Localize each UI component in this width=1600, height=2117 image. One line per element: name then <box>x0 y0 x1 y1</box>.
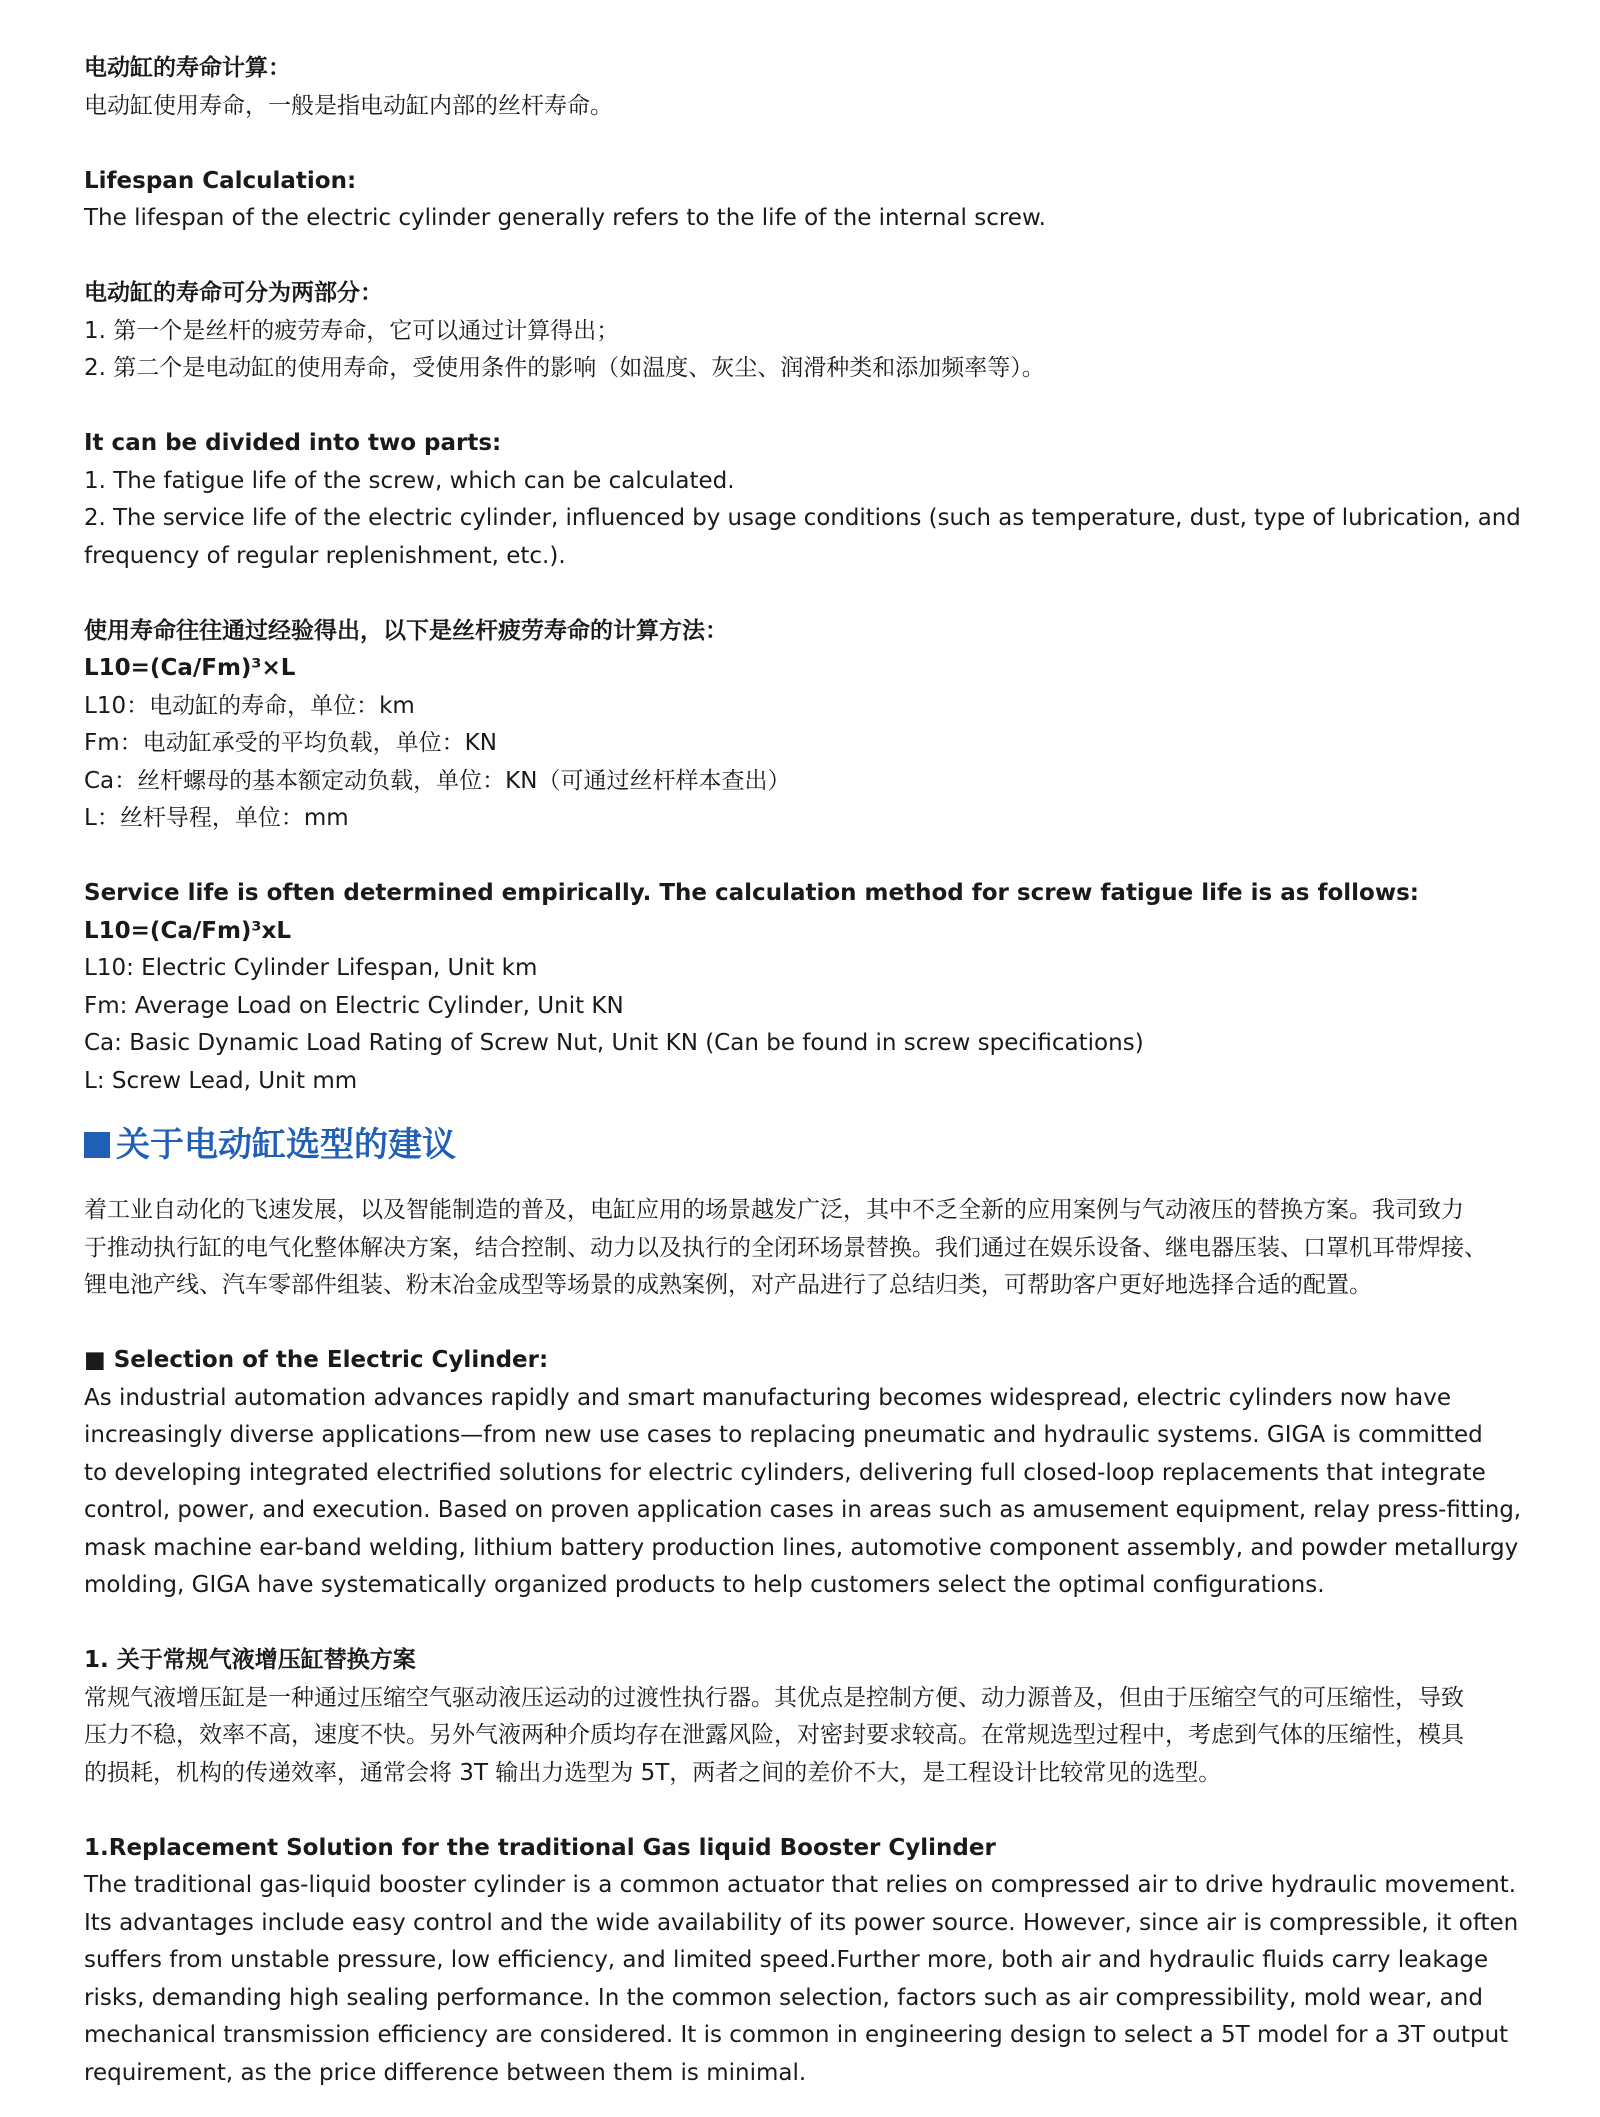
booster-para-en-3: suffers from unstable pressure, low efficiency, and limited speed.Further more, both air and hydraulic fluids carry leakage <box>84 1947 1489 1973</box>
two-parts-item-1-en: 1. The fatigue life of the screw, which can be calculated. <box>84 467 735 494</box>
selection-para-en-4: control, power, and execution. Based on proven application cases in areas such as amusement equipment, relay press-fitting, <box>84 1497 1522 1523</box>
booster-para-en-2: Its advantages include easy control and the wide availability of its power source. However, since air is compressible, it often <box>84 1909 1519 1936</box>
selection-para-en-1: As industrial automation advances rapidly and smart manufacturing becomes widespread, electric cylinders now have <box>84 1384 1451 1411</box>
l-def-zh: L：丝杆导程，单位：mm <box>84 805 349 831</box>
selection-para-en-6: molding, GIGA have systematically organized products to help customers select the optimal configurations. <box>84 1572 1325 1598</box>
selection-para-zh-1: 着工业自动化的飞速发展，以及智能制造的普及，电缸应用的场景越发广泛，其中不乏全新的应用案例与气动液压的替换方案。我司致力 <box>84 1197 1464 1223</box>
two-parts-item-1-zh: 1. 第一个是丝杆的疲劳寿命，它可以通过计算得出； <box>84 317 620 344</box>
l-def-en: L: Screw Lead, Unit mm <box>84 1067 358 1094</box>
booster-heading-en: 1.Replacement Solution for the traditional Gas liquid Booster Cylinder <box>84 1834 996 1861</box>
formula-zh: L10=(Ca/Fm)³×L <box>84 655 296 681</box>
fm-def-zh: Fm：电动缸承受的平均负载，单位：KN <box>84 730 497 756</box>
lifespan-heading-en: Lifespan Calculation: <box>84 167 357 194</box>
lifespan-text-en: The lifespan of the electric cylinder generally refers to the life of the internal screw. <box>84 205 1046 231</box>
booster-para-zh-2: 压力不稳，效率不高，速度不快。另外气液两种介质均存在泄露风险，对密封要求较高。在常规选型过程中，考虑到气体的压缩性，模具 <box>84 1722 1464 1748</box>
two-parts-heading-en: It can be divided into two parts: <box>84 430 502 456</box>
booster-para-en-4: risks, demanding high sealing performance. In the common selection, factors such as air compressibility, mold wear, and <box>84 1984 1483 2011</box>
lifespan-text-zh: 电动缸使用寿命，一般是指电动缸内部的丝杆寿命。 <box>84 92 613 119</box>
selection-para-en-5: mask machine ear-band welding, lithium battery production lines, automotive component assembly, and powder metallurgy <box>84 1534 1519 1561</box>
booster-para-zh-3: 的损耗，机构的传递效率，通常会将 3T 输出力选型为 5T，两者之间的差价不大，是工程设计比较常见的选型。 <box>84 1759 1222 1786</box>
lifespan-heading-zh: 电动缸的寿命计算： <box>84 55 291 81</box>
two-parts-item-2-en-a: 2. The service life of the electric cylinder, influenced by usage conditions (such as temperature, dust, type of lubrication, and <box>84 505 1521 531</box>
calc-heading-en: Service life is often determined empirically. The calculation method for screw fatigue life is as follows: <box>84 880 1419 906</box>
section-heading <box>84 1120 1522 1170</box>
section-title: 关于电动缸选型的建议 <box>116 1125 456 1165</box>
two-parts-item-2-en-b: frequency of regular replenishment, etc.). <box>84 542 566 569</box>
document-content <box>84 50 1522 2092</box>
calc-heading-zh: 使用寿命往往通过经验得出，以下是丝杆疲劳寿命的计算方法： <box>84 617 728 644</box>
selection-para-en-2: increasingly diverse applications—from new use cases to replacing pneumatic and hydraulic systems. GIGA is committed <box>84 1422 1483 1448</box>
selection-para-zh-2: 于推动执行缸的电气化整体解决方案，结合控制、动力以及执行的全闭环场景替换。我们通过在娱乐设备、继电器压装、口罩机耳带焊接、 <box>84 1234 1487 1261</box>
booster-para-en-6: requirement, as the price difference between them is minimal. <box>84 2059 807 2086</box>
formula-en: L10=(Ca/Fm)³xL <box>84 917 291 944</box>
l10-def-zh: L10：电动缸的寿命，单位：km <box>84 692 415 719</box>
two-parts-heading-zh: 电动缸的寿命可分为两部分： <box>84 280 383 306</box>
square-bullet-icon <box>84 1132 110 1158</box>
fm-def-en: Fm: Average Load on Electric Cylinder, Unit KN <box>84 992 624 1019</box>
selection-para-en-3: to developing integrated electrified solutions for electric cylinders, delivering full closed-loop replacements that integrate <box>84 1459 1486 1486</box>
booster-para-en-1: The traditional gas-liquid booster cylinder is a common actuator that relies on compressed air to drive hydraulic movement. <box>84 1872 1517 1898</box>
booster-para-zh-1: 常规气液增压缸是一种通过压缩空气驱动液压运动的过渡性执行器。其优点是控制方便、动力源普及，但由于压缩空气的可压缩性，导致 <box>84 1684 1464 1711</box>
ca-def-zh: Ca：丝杆螺母的基本额定动负载，单位：KN（可通过丝杆样本查出） <box>84 767 791 794</box>
l10-def-en: L10: Electric Cylinder Lifespan, Unit km <box>84 955 538 981</box>
ca-def-en: Ca: Basic Dynamic Load Rating of Screw Nut, Unit KN (Can be found in screw specifications) <box>84 1030 1144 1056</box>
two-parts-item-2-zh: 2. 第二个是电动缸的使用寿命，受使用条件的影响（如温度、灰尘、润滑种类和添加频率等）。 <box>84 355 1045 381</box>
selection-heading-en: ■ Selection of the Electric Cylinder: <box>84 1347 549 1373</box>
selection-para-zh-3: 锂电池产线、汽车零部件组装、粉末冶金成型等场景的成熟案例，对产品进行了总结归类，可帮助客户更好地选择合适的配置。 <box>84 1272 1372 1298</box>
booster-para-en-5: mechanical transmission efficiency are considered. It is common in engineering design to select a 5T model for a 3T output <box>84 2022 1509 2048</box>
booster-heading-zh: 1. 关于常规气液增压缸替换方案 <box>84 1647 416 1673</box>
